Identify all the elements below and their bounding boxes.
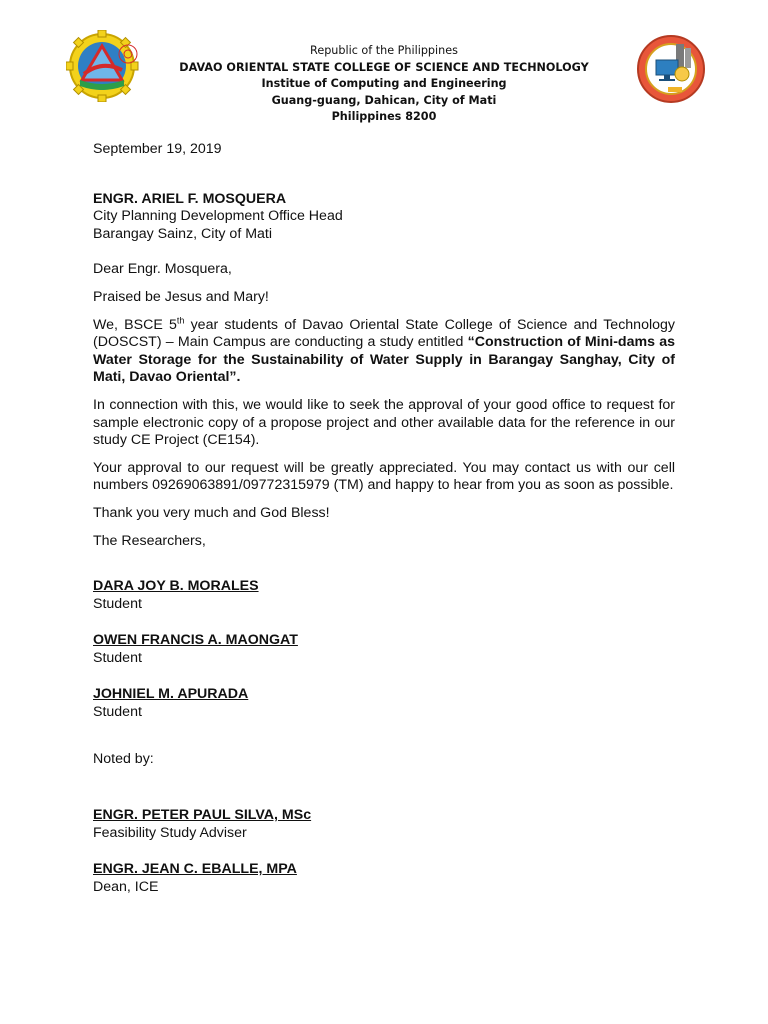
researcher-name: OWEN FRANCIS A. MAONGAT (93, 632, 298, 649)
salutation: Dear Engr. Mosquera, (93, 261, 232, 278)
paragraph-request: In connection with this, we would like to seek the approval of your good office to request for sample electronic copy of a propose project and other available data for the reference in our study CE Project (CE154). (93, 396, 675, 449)
approver-role: Feasibility Study Adviser (93, 824, 247, 841)
addressee-name: ENGR. ARIEL F. MOSQUERA (93, 190, 287, 207)
college-seal-icon (66, 30, 142, 102)
letter-body (93, 141, 675, 897)
greeting: Praised be Jesus and Mary! (93, 288, 269, 305)
researcher-name: JOHNIEL M. APURADA (93, 686, 249, 703)
noted-by-label: Noted by: (93, 750, 154, 767)
researcher-role: Student (93, 595, 142, 612)
addressee-title: City Planning Development Office Head (93, 208, 343, 225)
paragraph-study (93, 314, 675, 387)
ordinal-suffix: th (176, 314, 185, 325)
paragraph-study-intro: We, BSCE 5 (93, 316, 177, 333)
ice-seal-icon (636, 34, 706, 104)
letterhead-college: DAVAO ORIENTAL STATE COLLEGE OF SCIENCE AND TECHNOLOGY (179, 60, 589, 74)
approver-name: ENGR. PETER PAUL SILVA, MSc (93, 807, 312, 824)
paragraph-study-body: year students of Davao Oriental State College of Science and Technology (DOSCST) – Main Campus are conducting a study entitled (93, 316, 675, 351)
approver-name: ENGR. JEAN C. EBALLE, MPA (93, 861, 297, 878)
closing-line: The Researchers, (93, 532, 206, 549)
thanks-line: Thank you very much and God Bless! (93, 504, 330, 521)
approver-role: Dean, ICE (93, 879, 159, 896)
researcher-name: DARA JOY B. MORALES (93, 578, 259, 595)
letterhead-country: Republic of the Philippines (310, 44, 458, 57)
addressee-address: Barangay Sainz, City of Mati (93, 225, 272, 242)
letterhead (150, 43, 618, 126)
researcher-role: Student (93, 704, 142, 721)
letterhead-institute: Institue of Computing and Engineering (261, 77, 507, 90)
paragraph-contact: Your approval to our request will be greatly appreciated. You may contact us with our cell numbers 09269063891/09772315979 (TM) and happy to hear from you as soon as possible. (93, 459, 675, 494)
letterhead-postal: Philippines 8200 (331, 110, 437, 123)
study-title: “Construction of Mini-dams as Water Storage for the Sustainability of Water Supply in Barangay Sanghay, City of Mati, Davao Oriental”. (93, 334, 675, 386)
researcher-role: Student (93, 649, 142, 666)
letter-date: September 19, 2019 (93, 141, 222, 157)
letterhead-address: Guang-guang, Dahican, City of Mati (271, 93, 497, 107)
